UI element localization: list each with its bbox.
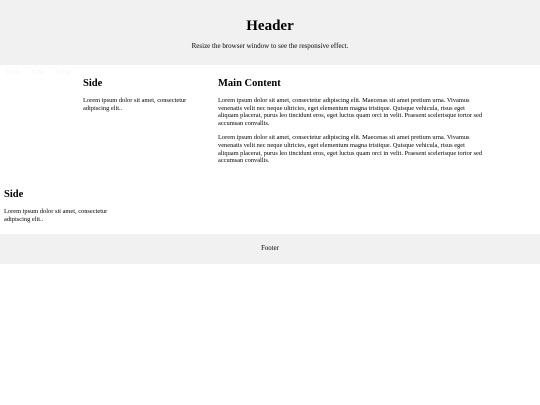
main-title: Main Content [218,78,281,89]
main-paragraph-1: Lorem ipsum dolor sit amet, consectetur adipiscing elit. Maecenas sit amet pretium urna. Vivamus venenatis velit nec neque ultricies, eget elementum magna tristique. Quisque vehicula, risus eget aliquam placerat, purus leo tincidunt eros, eget luctus quam orci in velit. Praesent scelerisque tortor sed accumsan convallis. [218,97,483,127]
side-column-2 [4,188,129,223]
footer-text: Footer [261,245,279,252]
main-paragraph-2: Lorem ipsum dolor sit amet, consectetur adipiscing elit. Maecenas sit amet pretium urna. Vivamus venenatis velit nec neque ultricies, eget elementum magna tristique. Quisque vehicula, risus eget aliquam placerat, purus leo tincidunt eros, eget luctus quam orci in velit. Praesent scelerisque tortor sed accumsan convallis. [218,134,483,165]
side-text: Lorem ipsum dolor sit amet, consectetur adipiscing elit.. [83,97,187,112]
side-column [83,77,208,112]
side-title: Side [83,78,103,89]
main-column [218,77,486,165]
nav-link-1[interactable]: Link [6,68,20,76]
side-2-text: Lorem ipsum dolor sit amet, consectetur adipiscing elit.. [4,208,108,223]
nav-link-3[interactable]: Link [56,68,70,76]
nav-link-2[interactable]: Link [31,68,45,76]
page-header [0,0,540,65]
header-subtitle: Resize the browser window to see the responsive effect. [191,42,349,50]
header-title: Header [246,18,294,34]
side-2-title: Side [4,189,24,200]
page-footer [0,234,540,264]
content-row [0,65,540,180]
